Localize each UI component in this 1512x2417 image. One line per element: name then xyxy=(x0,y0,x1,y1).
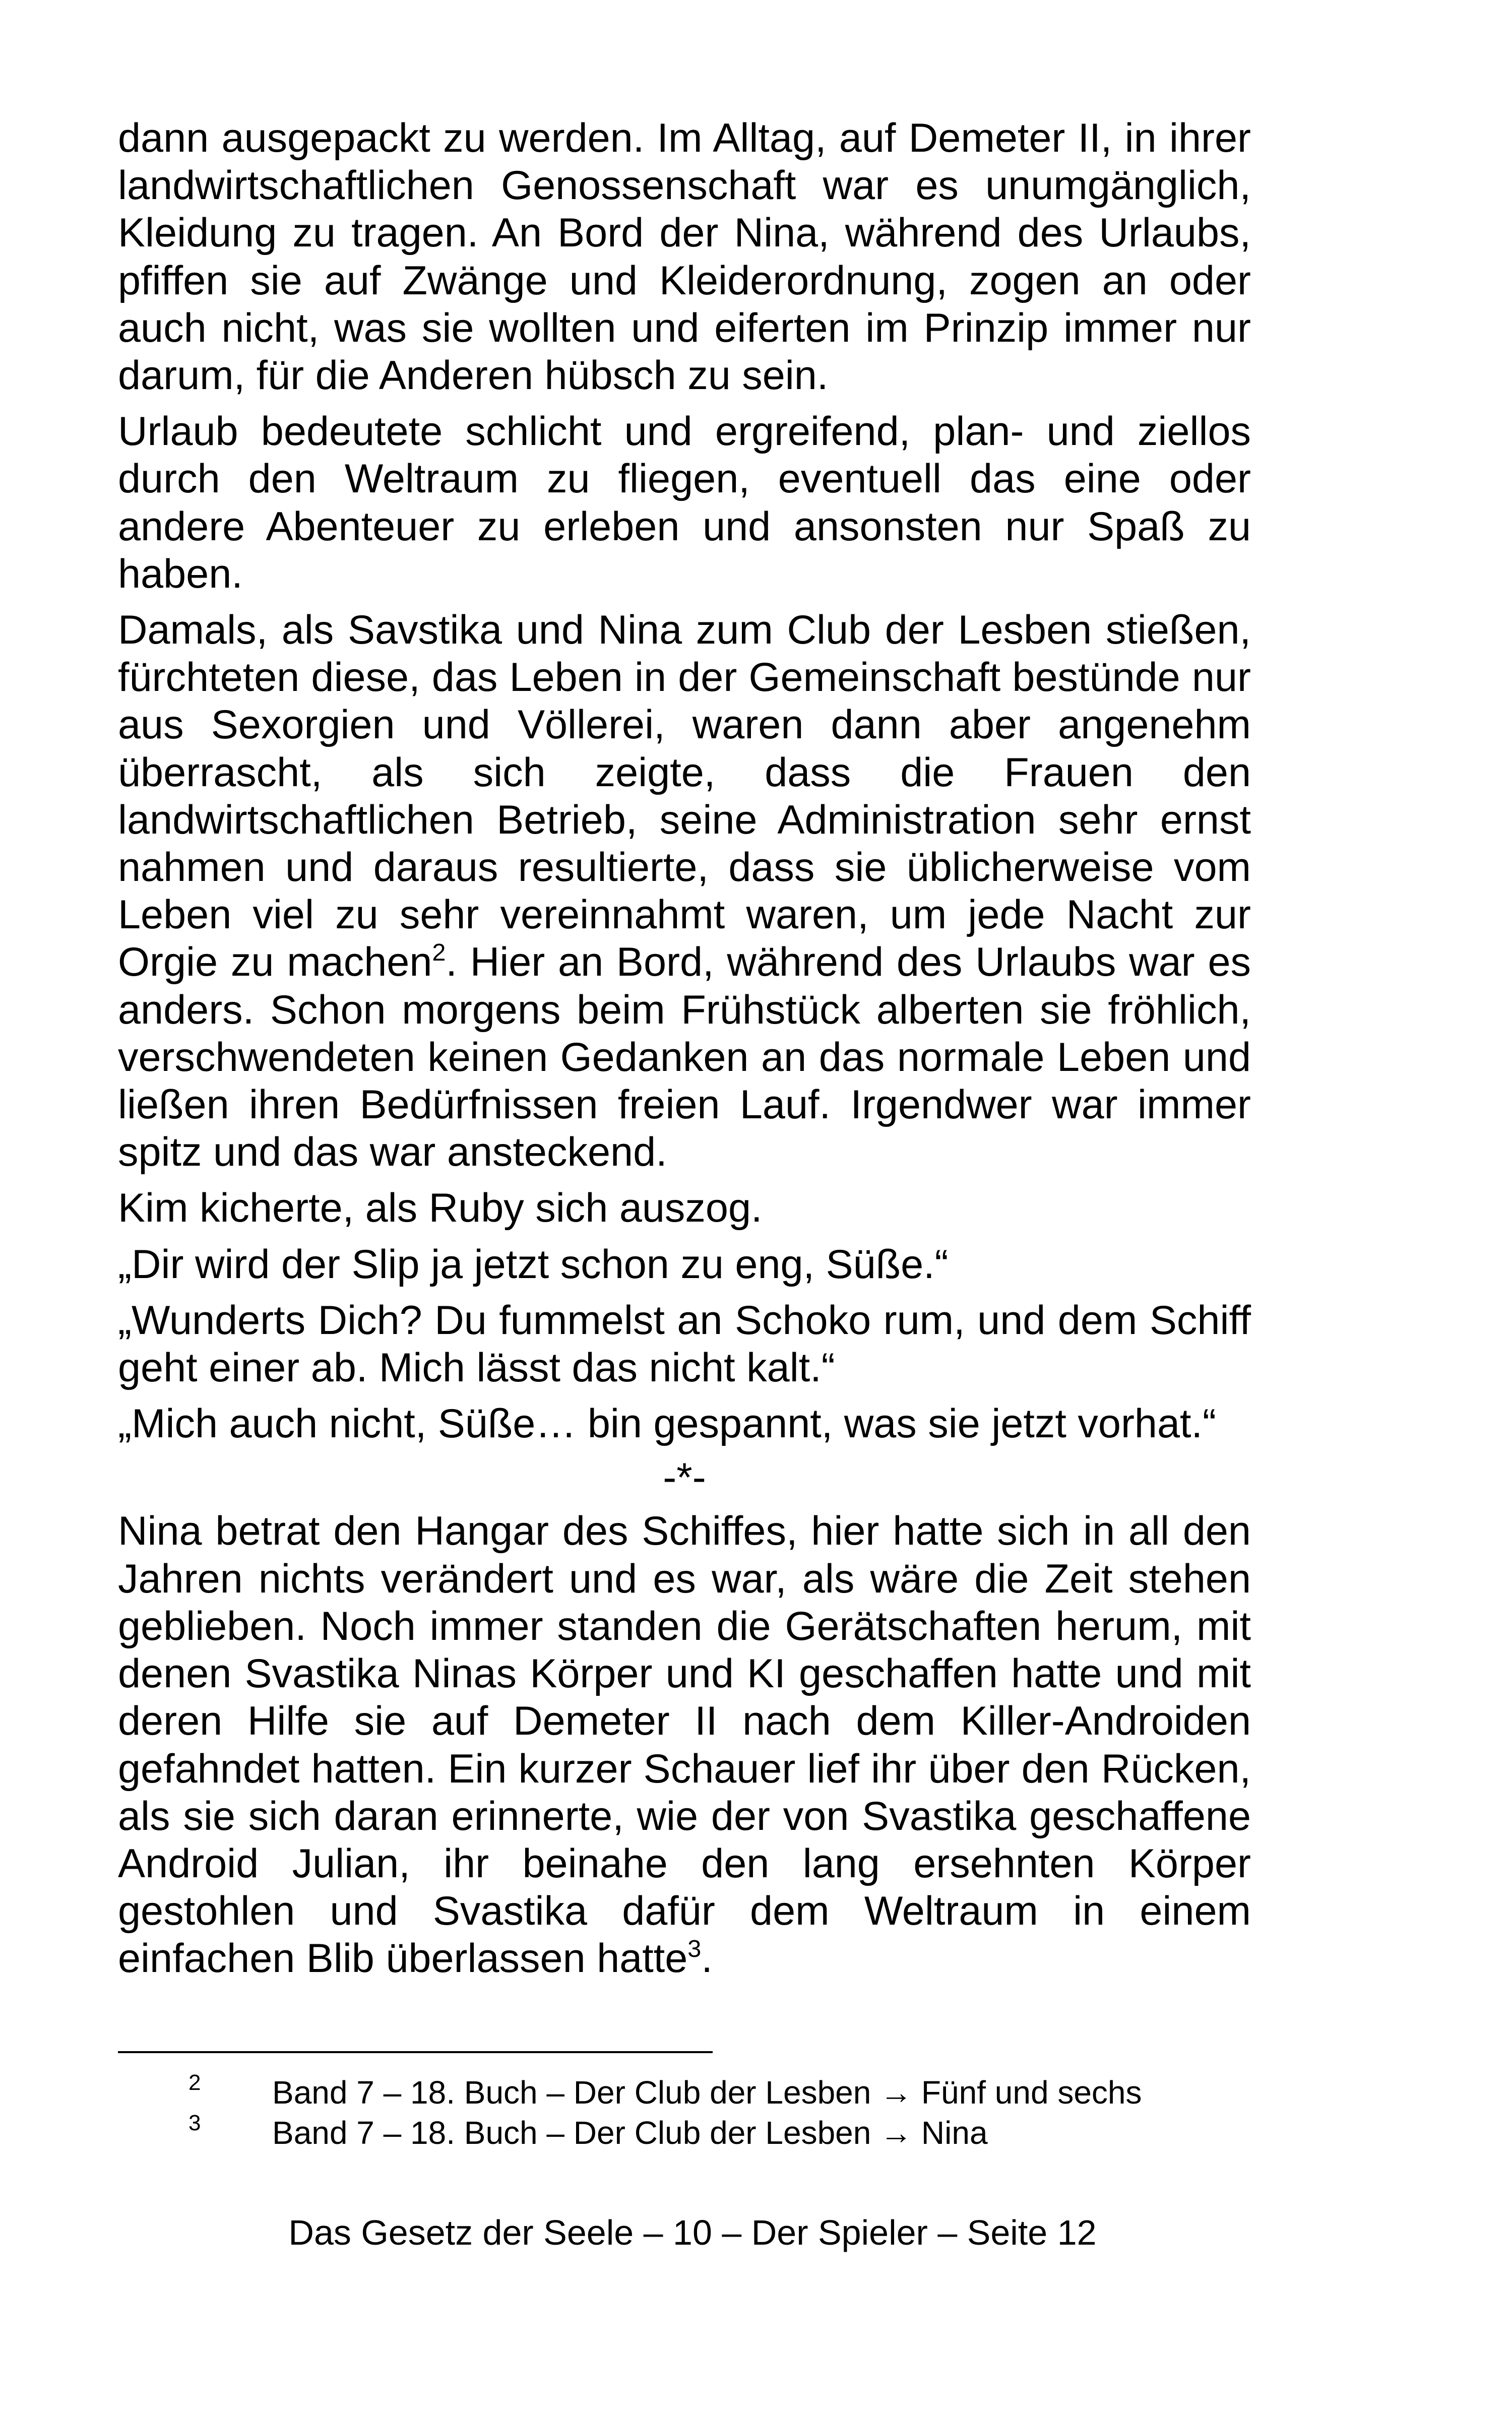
paragraph-text: . xyxy=(701,1936,713,1982)
paragraph-text: Damals, als Savstika und Nina zum Club der Lesben stießen, fürchteten diese, das Leben in der Gemeinschaft bestünde nur aus Sexorgien und Völlerei, waren dann aber angenehm überrascht, als sich zeigte, dass die Frauen den landwirtschaftlichen Betrieb, seine Administration sehr ernst nahmen und daraus resultierte, dass sie üblicherweise vom Leben viel zu sehr vereinnahmt waren, um jede Nacht zur Orgie zu machen xyxy=(118,607,1251,985)
paragraph xyxy=(118,1507,1251,1982)
paragraph: Urlaub bedeutete schlicht und ergreifend, plan- und ziellos durch den Weltraum zu fliegen, eventuell das eine oder andere Abenteuer zu erleben und ansonsten nur Spaß zu haben. xyxy=(118,409,1251,597)
page-body xyxy=(118,114,1251,1991)
paragraph-text: . Hier an Bord, während des Urlaubs war es anders. Schon morgens beim Frühstück alberten sie fröhlich, verschwendeten keinen Gedanken an das normale Leben und ließen ihren Bedürfnissen freien Lauf. Irgendwer war immer spitz und das war ansteckend. xyxy=(118,939,1251,1175)
footnote-reference[interactable]: 2 xyxy=(432,939,446,967)
footnote-number: 2 xyxy=(188,2070,201,2095)
footnote-reference[interactable]: 3 xyxy=(687,1935,702,1963)
dialogue-line: „Mich auch nicht, Süße… bin gespannt, was sie jetzt vorhat.“ xyxy=(118,1401,1217,1447)
paragraph-text: Nina betrat den Hangar des Schiffes, hier hatte sich in all den Jahren nichts verändert und es war, als wäre die Zeit stehen geblieben. Noch immer standen die Gerätschaften herum, mit denen Svastika Ninas Körper und KI geschaffen hatte und mit deren Hilfe sie auf Demeter II nach dem Killer-Androiden gefahndet hatten. Ein kurzer Schauer lief ihr über den Rücken, als sie sich daran erinnerte, wie der von Svastika geschaffene Android Julian, ihr beinahe den lang ersehnten Körper gestohlen und Svastika dafür dem Weltraum in einem einfachen Blib überlassen hatte xyxy=(118,1508,1251,1982)
page-footer: Das Gesetz der Seele – 10 – Der Spieler – Seite 12 xyxy=(288,2213,1097,2252)
footnote-text: Band 7 – 18. Buch – Der Club der Lesben → Nina xyxy=(272,2115,988,2151)
dialogue-line: „Dir wird der Slip ja jetzt schon zu eng, Süße.“ xyxy=(118,1241,949,1287)
dialogue-line: „Wunderts Dich? Du fummelst an Schoko rum, und dem Schiff geht einer ab. Mich lässt das nicht kalt.“ xyxy=(118,1297,1251,1391)
footnote xyxy=(118,2111,1251,2155)
footnote xyxy=(118,2070,1251,2115)
scene-divider: -*- xyxy=(663,1455,706,1501)
paragraph xyxy=(118,606,1251,1176)
paragraph: dann ausgepackt zu werden. Im Alltag, auf Demeter II, in ihrer landwirtschaftlichen Genossenschaft war es unumgänglich, Kleidung zu tragen. An Bord der Nina, während des Urlaubs, pfiffen sie auf Zwänge und Kleiderordnung, zogen an oder auch nicht, was sie wollten und eiferten im Prinzip immer nur darum, für die Anderen hübsch zu sein. xyxy=(118,115,1251,399)
footnote-text: Band 7 – 18. Buch – Der Club der Lesben → Fünf und sechs xyxy=(272,2074,1142,2111)
footnotes xyxy=(118,2070,1251,2155)
footnote-separator xyxy=(118,2051,713,2053)
paragraph: Kim kicherte, als Ruby sich auszog. xyxy=(118,1185,763,1231)
footnote-number: 3 xyxy=(188,2111,201,2135)
